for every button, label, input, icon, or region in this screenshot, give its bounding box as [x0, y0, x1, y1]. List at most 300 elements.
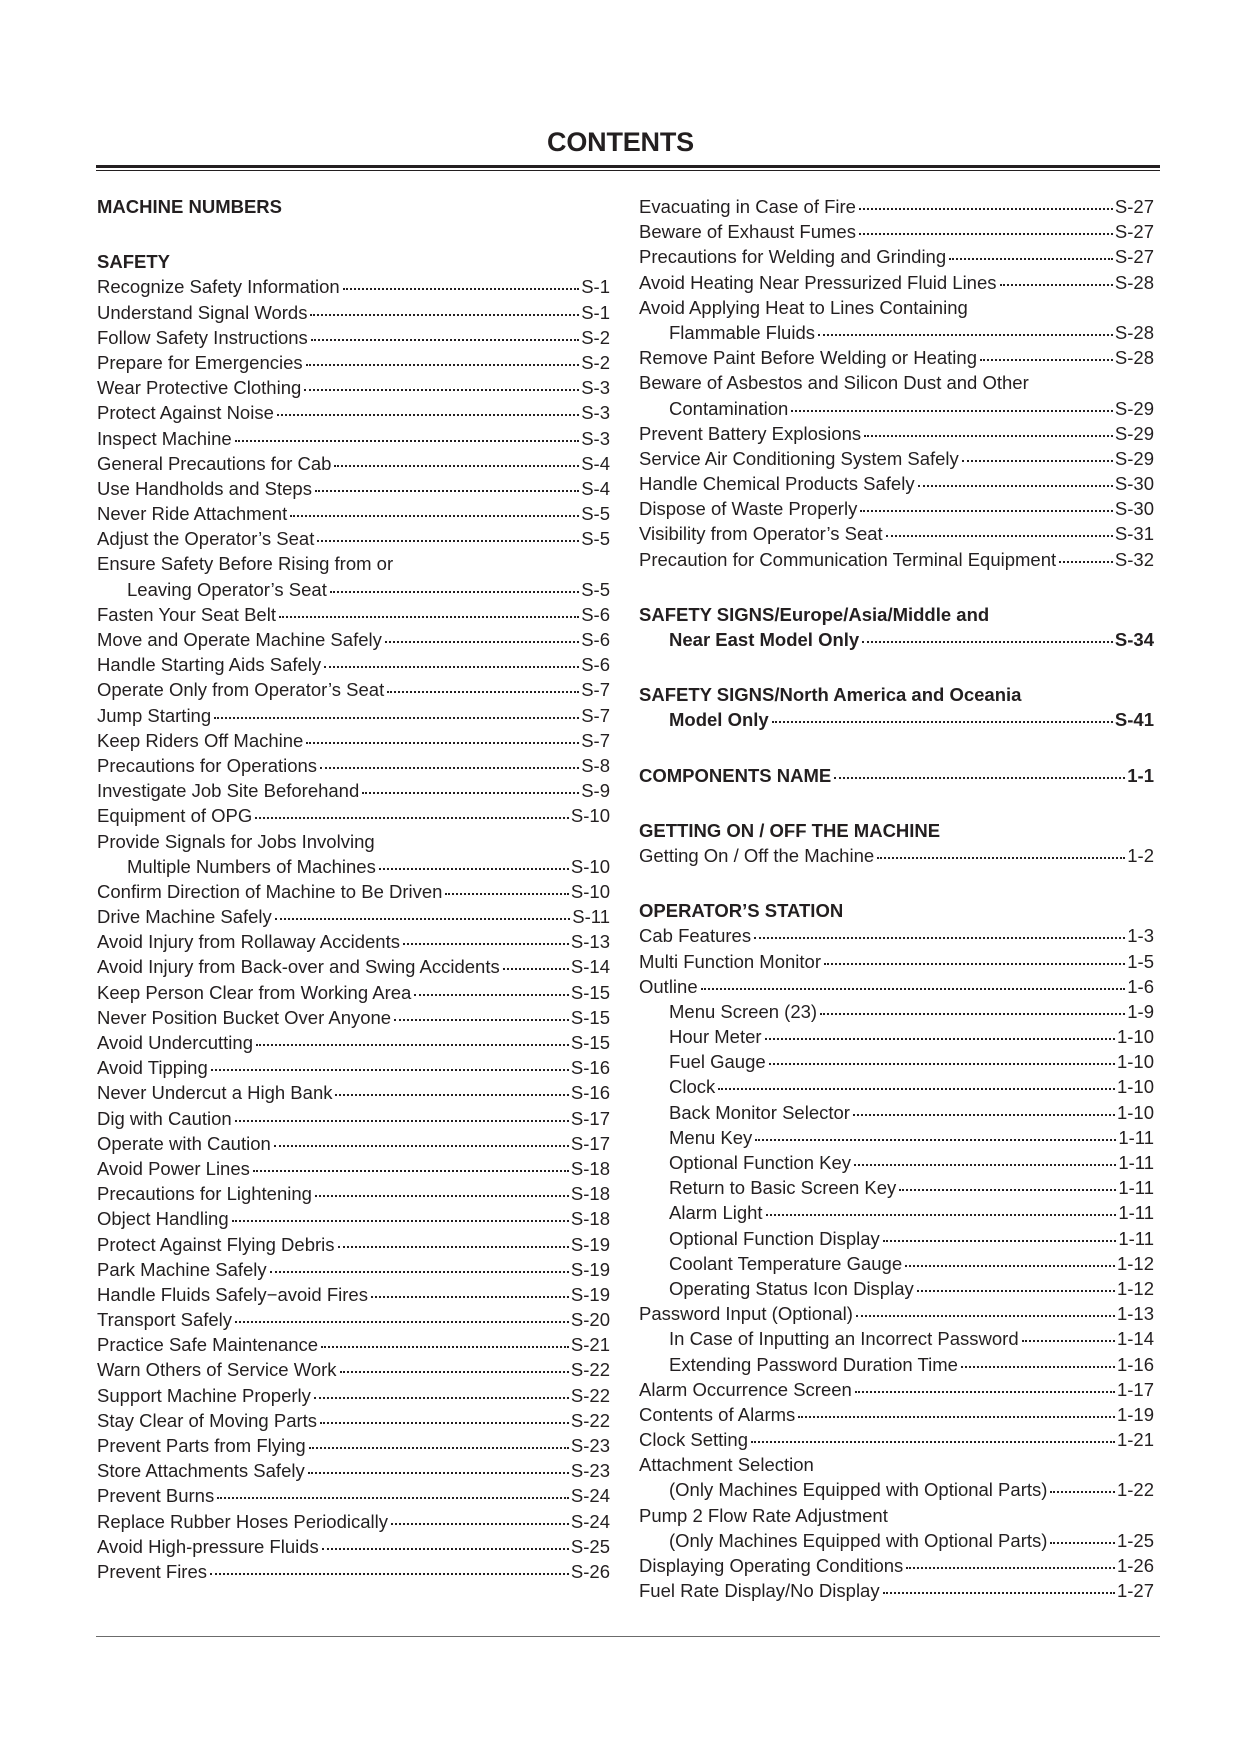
dot-leader [290, 515, 579, 517]
dot-leader [270, 1271, 569, 1273]
toc-page-number: 1-10 [1116, 1026, 1154, 1048]
dot-leader [445, 893, 568, 895]
toc-entry[interactable] [97, 602, 610, 627]
toc-entry[interactable] [639, 1352, 1154, 1377]
toc-entry[interactable] [639, 999, 1154, 1024]
dot-leader [320, 1422, 569, 1424]
toc-entry[interactable] [97, 1282, 610, 1307]
dot-leader [860, 510, 1113, 512]
dot-leader [949, 258, 1113, 260]
dot-leader [791, 410, 1113, 412]
toc-entry-label: Avoid Injury from Rollaway Accidents [97, 931, 400, 953]
toc-entry-label: Warn Others of Service Work [97, 1359, 337, 1381]
dot-leader [306, 364, 580, 366]
toc-page-number: S-7 [581, 704, 610, 726]
dot-leader [255, 817, 569, 819]
toc-entry[interactable] [97, 980, 610, 1005]
toc-entry[interactable] [97, 1257, 610, 1282]
dot-leader [308, 1472, 569, 1474]
toc-right-column [639, 194, 1154, 1603]
toc-entry-label: Getting On / Off the Machine [639, 844, 875, 866]
toc-entry[interactable] [97, 954, 610, 979]
dot-leader [387, 691, 579, 693]
dot-leader [877, 857, 1125, 859]
dot-leader [1050, 1542, 1115, 1544]
toc-entry[interactable] [97, 652, 610, 677]
toc-entry-label: Model Only [669, 709, 769, 731]
toc-entry[interactable] [97, 1433, 610, 1458]
toc-entry-label: Follow Safety Instructions [97, 326, 308, 348]
toc-entry-label: Attachment Selection [639, 1454, 814, 1476]
toc-entry-label: (Only Machines Equipped with Optional Parts) [669, 1529, 1048, 1551]
toc-entry[interactable] [97, 854, 610, 879]
toc-entry[interactable] [639, 496, 1154, 521]
toc-entry[interactable] [97, 325, 610, 350]
dot-leader [394, 1019, 569, 1021]
toc-entry[interactable] [639, 521, 1154, 546]
dot-leader [859, 233, 1113, 235]
toc-entry-label: Protect Against Flying Debris [97, 1233, 335, 1255]
dot-leader [853, 1114, 1115, 1116]
toc-entry[interactable] [97, 1156, 610, 1181]
toc-entry[interactable] [97, 1131, 610, 1156]
toc-page-number: 1-22 [1116, 1479, 1154, 1501]
toc-entry-label: COMPONENTS NAME [639, 764, 832, 786]
toc-entry-label: Dispose of Waste Properly [639, 498, 858, 520]
toc-entry[interactable] [639, 1553, 1154, 1578]
toc-entry-label: Alarm Light [669, 1202, 763, 1224]
toc-page-number: S-1 [581, 301, 610, 323]
dot-leader [335, 1094, 568, 1096]
toc-page-number: S-27 [1114, 196, 1154, 217]
dot-leader [322, 1548, 569, 1550]
toc-entry-label: Never Position Bucket Over Anyone [97, 1006, 392, 1028]
toc-entry[interactable] [639, 974, 1154, 999]
toc-entry-label: Provide Signals for Jobs Involving [97, 830, 375, 852]
toc-entry-label: Prevent Fires [97, 1560, 208, 1582]
toc-entry-label: Hour Meter [669, 1026, 762, 1048]
toc-entry[interactable] [639, 320, 1154, 345]
dot-leader [864, 435, 1113, 437]
toc-page-number: S-23 [570, 1460, 610, 1482]
toc-entry[interactable] [97, 1106, 610, 1131]
toc-page-number: 1-11 [1118, 1126, 1154, 1148]
toc-entry-label: Multi Function Monitor [639, 950, 821, 972]
toc-page-number: S-25 [570, 1535, 610, 1557]
dot-leader [980, 359, 1113, 361]
toc-entry[interactable] [97, 451, 610, 476]
toc-page-number: S-18 [570, 1183, 610, 1205]
toc-entry-label: Outline [639, 975, 698, 997]
dot-leader [371, 1296, 569, 1298]
toc-entry[interactable] [639, 949, 1154, 974]
section-heading: SAFETY [97, 251, 170, 273]
toc-entry[interactable] [639, 1402, 1154, 1427]
toc-page-number: S-13 [570, 931, 610, 953]
toc-page-number: 1-11 [1118, 1177, 1154, 1199]
toc-entry-line [97, 829, 610, 854]
toc-page-number: S-29 [1114, 397, 1154, 419]
section-heading: SAFETY SIGNS/Europe/Asia/Middle and [639, 603, 990, 625]
toc-entry-label: Handle Chemical Products Safely [639, 473, 915, 495]
page-title: CONTENTS [547, 127, 694, 157]
toc-entry-label: Cab Features [639, 925, 752, 947]
toc-page-number: S-17 [570, 1132, 610, 1154]
toc-entry[interactable] [639, 446, 1154, 471]
toc-entry[interactable] [97, 274, 610, 299]
dot-leader [834, 777, 1125, 779]
toc-page-number: S-5 [581, 528, 610, 550]
toc-page-number: 1-12 [1116, 1277, 1154, 1299]
toc-page-number: S-11 [572, 906, 610, 928]
toc-page-number: S-29 [1114, 447, 1154, 469]
toc-page-number: S-10 [570, 880, 610, 902]
dot-leader [854, 1164, 1116, 1166]
toc-entry-label: Wear Protective Clothing [97, 377, 302, 399]
dot-leader [315, 490, 579, 492]
dot-leader [751, 1441, 1115, 1443]
toc-entry-label: Fuel Gauge [669, 1051, 766, 1073]
toc-page-number: S-34 [1114, 629, 1154, 650]
toc-entry-label: Precautions for Operations [97, 754, 318, 776]
dot-leader [277, 414, 579, 416]
toc-page-number: S-20 [570, 1309, 610, 1331]
toc-entry[interactable] [639, 1326, 1154, 1351]
toc-entry[interactable] [97, 803, 610, 828]
toc-page-number: S-6 [581, 654, 610, 676]
toc-entry[interactable] [97, 375, 610, 400]
dot-leader [214, 717, 579, 719]
dot-leader [306, 742, 579, 744]
toc-entry-label: Investigate Job Site Beforehand [97, 780, 360, 802]
toc-entry-label: Contamination [669, 397, 789, 419]
toc-page-number: S-32 [1114, 548, 1154, 570]
toc-entry-label: Replace Rubber Hoses Periodically [97, 1510, 389, 1532]
toc-entry[interactable] [639, 270, 1154, 295]
toc-entry[interactable] [97, 577, 610, 602]
toc-page-number: S-41 [1114, 709, 1154, 731]
toc-entry[interactable] [639, 707, 1154, 732]
toc-page-number: S-14 [570, 956, 610, 978]
toc-entry-line [639, 1452, 1154, 1477]
toc-entry[interactable] [97, 1483, 610, 1508]
toc-entry[interactable] [639, 1427, 1154, 1452]
toc-entry[interactable] [639, 244, 1154, 269]
toc-entry-label: Clock Setting [639, 1429, 748, 1451]
toc-entry[interactable] [97, 400, 610, 425]
toc-entry-label: Never Undercut a High Bank [97, 1082, 333, 1104]
toc-page-number: 1-3 [1127, 925, 1154, 947]
toc-entry-label: Beware of Exhaust Fumes [639, 221, 856, 243]
section-heading: OPERATOR’S STATION [639, 900, 844, 922]
toc-entry-label: Back Monitor Selector [669, 1101, 850, 1123]
toc-entry[interactable] [639, 219, 1154, 244]
dot-leader [330, 591, 579, 593]
toc-entry-label: Avoid Power Lines [97, 1157, 250, 1179]
toc-entry-label: Drive Machine Safely [97, 906, 272, 928]
toc-entry-label: Understand Signal Words [97, 301, 308, 323]
dot-leader [765, 1038, 1115, 1040]
toc-page-number: S-4 [581, 477, 610, 499]
toc-entry[interactable] [97, 501, 610, 526]
toc-page-number: S-19 [570, 1258, 610, 1280]
toc-entry[interactable] [639, 1200, 1154, 1225]
toc-entry[interactable] [97, 1181, 610, 1206]
toc-page-number: 1-6 [1127, 975, 1154, 997]
toc-page-number: 1-11 [1118, 1227, 1154, 1249]
toc-page-number: S-24 [570, 1510, 610, 1532]
dot-leader [1000, 284, 1113, 286]
toc-entry-label: Optional Function Key [669, 1152, 852, 1173]
toc-entry[interactable] [639, 1100, 1154, 1125]
toc-entry[interactable] [639, 1528, 1154, 1553]
toc-entry-line [639, 295, 1154, 320]
toc-page-number: S-17 [570, 1107, 610, 1129]
toc-entry[interactable] [97, 904, 610, 929]
toc-page-number: S-15 [570, 1006, 610, 1028]
toc-page-number: S-3 [581, 402, 610, 424]
dot-leader [256, 1044, 569, 1046]
toc-entry[interactable] [639, 1049, 1154, 1074]
toc-entry[interactable] [97, 753, 610, 778]
dot-leader [275, 918, 570, 920]
toc-page-number: 1-10 [1116, 1051, 1154, 1073]
toc-entry[interactable] [97, 426, 610, 451]
toc-entry[interactable] [639, 345, 1154, 370]
dot-leader [766, 1214, 1117, 1216]
toc-entry-label: Displaying Operating Conditions [639, 1555, 904, 1576]
dot-leader [379, 868, 569, 870]
toc-page-number: S-4 [581, 452, 610, 474]
toc-entry[interactable] [639, 1175, 1154, 1200]
toc-entry-label: Prevent Parts from Flying [97, 1435, 306, 1456]
toc-page-number: S-19 [570, 1233, 610, 1255]
toc-entry[interactable] [97, 1206, 610, 1231]
toc-entry[interactable] [97, 1030, 610, 1055]
toc-entry[interactable] [639, 923, 1154, 948]
toc-entry[interactable] [97, 728, 610, 753]
dot-leader [309, 1447, 569, 1449]
toc-page-number: 1-9 [1127, 1000, 1154, 1022]
toc-entry-label: Service Air Conditioning System Safely [639, 447, 959, 469]
toc-entry[interactable] [97, 1458, 610, 1483]
toc-entry[interactable] [639, 421, 1154, 446]
dot-leader [403, 943, 569, 945]
toc-entry-label: Beware of Asbestos and Silicon Dust and Other [639, 372, 1029, 394]
toc-entry-label: Contents of Alarms [639, 1403, 796, 1425]
toc-entry[interactable] [639, 843, 1154, 868]
toc-entry[interactable] [639, 627, 1154, 652]
toc-entry-label: Operate Only from Operator’s Seat [97, 679, 385, 701]
toc-entry[interactable] [639, 1226, 1154, 1251]
toc-entry[interactable] [639, 547, 1154, 572]
toc-entry-label: Pump 2 Flow Rate Adjustment [639, 1504, 888, 1526]
toc-entry[interactable] [97, 1534, 610, 1559]
toc-entry[interactable] [97, 526, 610, 551]
toc-entry[interactable] [639, 396, 1154, 421]
dot-leader [855, 1391, 1115, 1393]
dot-leader [334, 465, 579, 467]
toc-entry-label: Object Handling [97, 1208, 229, 1230]
toc-page-number: S-23 [570, 1435, 610, 1456]
toc-entry-label: Protect Against Noise [97, 402, 274, 424]
dot-leader [824, 963, 1125, 965]
toc-entry-label: Recognize Safety Information [97, 276, 340, 298]
dot-leader [362, 792, 579, 794]
toc-entry-label: Keep Riders Off Machine [97, 729, 304, 751]
toc-entry[interactable] [97, 778, 610, 803]
toc-entry[interactable] [97, 677, 610, 702]
toc-entry[interactable] [97, 1332, 610, 1357]
toc-page-number: 1-10 [1116, 1101, 1154, 1123]
toc-page-number: S-10 [570, 805, 610, 827]
dot-leader [962, 460, 1113, 462]
toc-entry[interactable] [639, 1074, 1154, 1099]
toc-entry-label: Evacuating in Case of Fire [639, 196, 856, 217]
toc-page-number: S-18 [570, 1157, 610, 1179]
toc-entry[interactable] [97, 627, 610, 652]
toc-entry[interactable] [639, 1301, 1154, 1326]
dot-leader [274, 1145, 569, 1147]
toc-entry[interactable] [97, 703, 610, 728]
dot-leader [391, 1523, 569, 1525]
toc-entry[interactable] [97, 1232, 610, 1257]
toc-entry-label: Store Attachments Safely [97, 1460, 305, 1482]
toc-page-number: S-8 [581, 754, 610, 776]
toc-entry-label: General Precautions for Cab [97, 452, 332, 474]
toc-entry[interactable] [639, 1377, 1154, 1402]
section-gap [639, 868, 1154, 898]
dot-leader [321, 1346, 569, 1348]
toc-entry[interactable] [639, 1150, 1154, 1175]
toc-page-number: 1-13 [1116, 1303, 1154, 1325]
toc-entry[interactable] [639, 471, 1154, 496]
toc-entry[interactable] [639, 763, 1154, 788]
toc-entry[interactable] [639, 1276, 1154, 1301]
toc-page-number: 1-2 [1127, 844, 1154, 866]
toc-page-number: S-2 [581, 351, 610, 373]
toc-entry-label: Clock [669, 1076, 716, 1098]
title-rule-thin [96, 170, 1160, 171]
dot-leader [385, 641, 579, 643]
toc-entry-label: Stay Clear of Moving Parts [97, 1409, 318, 1431]
dot-leader [317, 540, 579, 542]
dot-leader [211, 1069, 569, 1071]
toc-entry[interactable] [97, 1357, 610, 1382]
dot-leader [304, 389, 579, 391]
dot-leader [340, 1371, 569, 1373]
toc-page-number: S-16 [570, 1057, 610, 1079]
toc-page-number: S-6 [581, 603, 610, 625]
toc-entry-label: Flammable Fluids [669, 321, 815, 343]
toc-entry-label: Multiple Numbers of Machines [127, 855, 376, 877]
section-gap [639, 652, 1154, 682]
toc-entry[interactable] [97, 1055, 610, 1080]
toc-entry[interactable] [97, 1307, 610, 1332]
toc-entry-label: Handle Fluids Safely−avoid Fires [97, 1283, 368, 1305]
toc-entry-label: Return to Basic Screen Key [669, 1177, 897, 1199]
dot-leader [886, 535, 1113, 537]
dot-leader [906, 1567, 1115, 1569]
toc-entry[interactable] [97, 1005, 610, 1030]
dot-leader [820, 1013, 1125, 1015]
toc-page-number: S-27 [1114, 246, 1154, 268]
toc-entry[interactable] [639, 1251, 1154, 1276]
toc-entry-label: Avoid Tipping [97, 1057, 208, 1079]
toc-entry[interactable] [97, 1559, 610, 1584]
toc-page-number: S-6 [581, 629, 610, 650]
toc-page-number: 1-10 [1116, 1076, 1154, 1098]
dot-leader [343, 288, 580, 290]
toc-entry-label: (Only Machines Equipped with Optional Parts) [669, 1479, 1048, 1501]
dot-leader [217, 1497, 569, 1499]
toc-entry[interactable] [97, 1383, 610, 1408]
toc-entry[interactable] [97, 350, 610, 375]
toc-page-number: S-2 [581, 326, 610, 348]
toc-page-number: S-27 [1114, 221, 1154, 243]
toc-entry[interactable] [97, 476, 610, 501]
section-heading: GETTING ON / OFF THE MACHINE [639, 819, 941, 841]
dot-leader [279, 616, 579, 618]
section-gap [639, 572, 1154, 602]
toc-page-number: S-1 [581, 276, 610, 298]
toc-entry[interactable] [639, 1578, 1154, 1603]
toc-entry[interactable] [97, 1509, 610, 1534]
dot-leader [718, 1088, 1115, 1090]
toc-entry[interactable] [97, 929, 610, 954]
toc-entry[interactable] [639, 1477, 1154, 1502]
toc-entry-label: Equipment of OPG [97, 805, 253, 827]
toc-entry[interactable] [639, 194, 1154, 219]
toc-entry-label: Handle Starting Aids Safely [97, 654, 322, 676]
toc-page-number: 1-14 [1116, 1328, 1154, 1350]
toc-entry-label: Support Machine Properly [97, 1384, 311, 1406]
toc-entry-label: Avoid Applying Heat to Lines Containing [639, 296, 968, 318]
dot-leader [314, 1397, 569, 1399]
toc-page-number: S-9 [581, 780, 610, 802]
toc-page-number: S-5 [581, 578, 610, 600]
toc-page-number: S-22 [570, 1359, 610, 1381]
toc-entry-line [639, 370, 1154, 395]
toc-page-number: S-22 [570, 1409, 610, 1431]
toc-entry[interactable] [639, 1125, 1154, 1150]
dot-leader [1050, 1491, 1115, 1493]
dot-leader [235, 1321, 569, 1323]
toc-page-number: S-7 [581, 679, 610, 701]
toc-page-number: 1-17 [1116, 1378, 1154, 1400]
dot-leader [315, 1195, 569, 1197]
dot-leader [701, 988, 1126, 990]
toc-entry-label: Operate with Caution [97, 1132, 271, 1154]
toc-entry[interactable] [97, 1408, 610, 1433]
toc-entry-line [639, 1503, 1154, 1528]
toc-page-number: S-5 [581, 503, 610, 525]
title-rule-thick [96, 165, 1160, 168]
toc-page-number: S-18 [570, 1208, 610, 1230]
dot-leader [859, 208, 1113, 210]
toc-entry-label: Confirm Direction of Machine to Be Driven [97, 880, 443, 902]
toc-entry[interactable] [97, 1080, 610, 1105]
toc-page-number: 1-5 [1127, 950, 1154, 972]
toc-entry-label: Prevent Burns [97, 1485, 215, 1507]
toc-entry[interactable] [639, 1024, 1154, 1049]
toc-entry[interactable] [97, 300, 610, 325]
dot-leader [320, 767, 579, 769]
toc-entry-label: Password Input (Optional) [639, 1303, 853, 1325]
toc-entry-label: In Case of Inputting an Incorrect Password [669, 1328, 1019, 1350]
toc-entry[interactable] [97, 879, 610, 904]
toc-page-number: S-29 [1114, 422, 1154, 444]
